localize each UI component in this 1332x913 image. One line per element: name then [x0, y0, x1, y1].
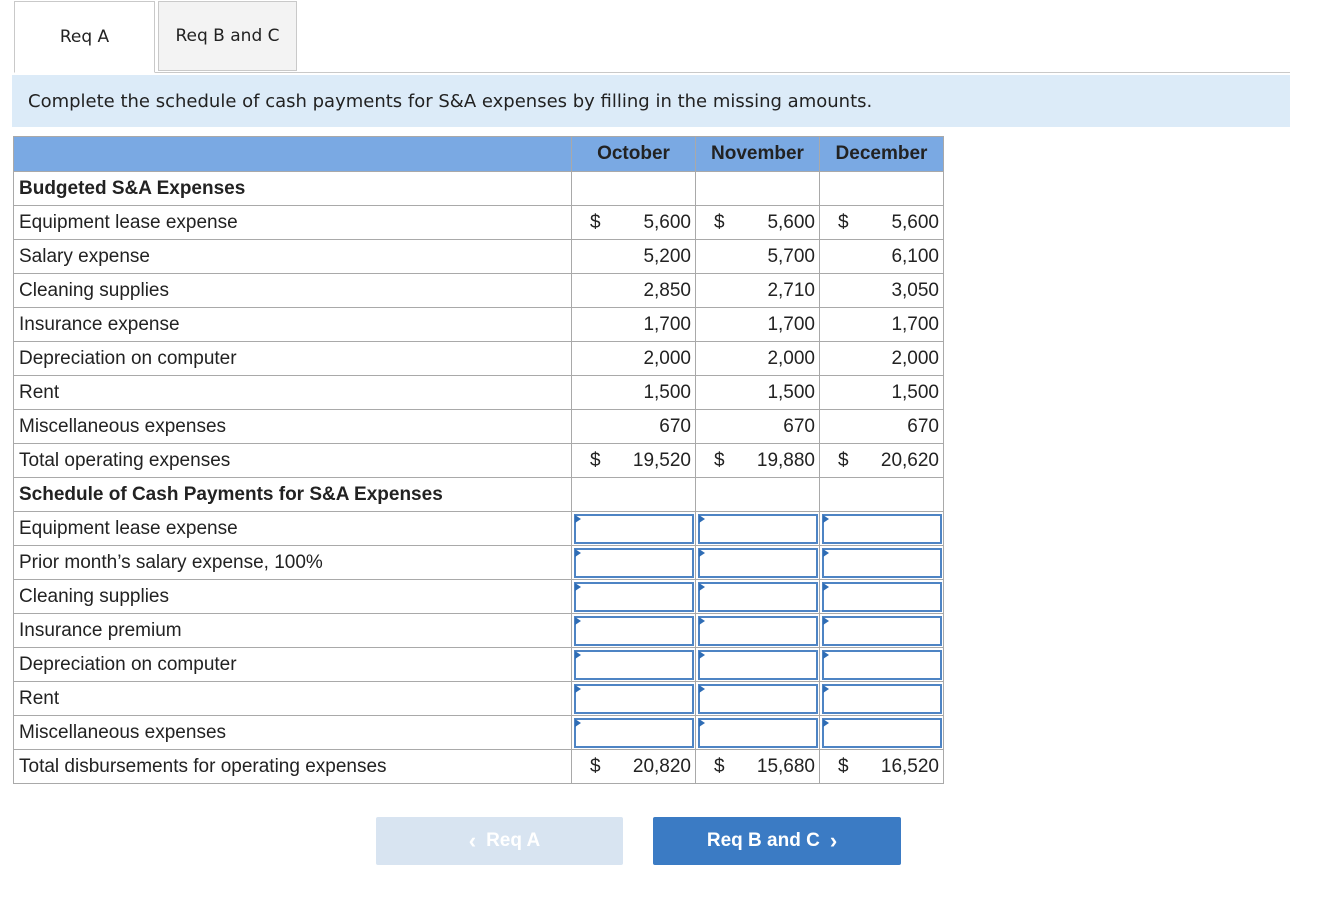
dollar-sign: $: [590, 211, 601, 233]
tab-req-b-and-c[interactable]: Req B and C: [158, 1, 297, 71]
amount-input[interactable]: [822, 684, 942, 714]
amount-input[interactable]: [574, 684, 694, 714]
cell-value: 1,500: [643, 381, 691, 403]
cell-value: 2,850: [643, 279, 691, 301]
input-cell: [696, 682, 820, 716]
amount-input[interactable]: [822, 514, 942, 544]
instruction-banner: [12, 75, 1290, 127]
schedule-table: [13, 136, 944, 784]
value-cell: [696, 308, 820, 342]
value-cell: [696, 410, 820, 444]
empty-cell: [572, 478, 696, 512]
value-cell: [820, 750, 944, 784]
cell-value: 1,500: [767, 381, 815, 403]
cell-value: 5,600: [643, 211, 691, 233]
value-cell: [696, 750, 820, 784]
empty-cell: [820, 478, 944, 512]
input-cell: [820, 716, 944, 750]
header-blank-cell: [14, 137, 572, 172]
cell-value: 5,600: [767, 211, 815, 233]
input-cell: [572, 682, 696, 716]
cell-value: 5,700: [767, 245, 815, 267]
cell-value: 1,700: [891, 313, 939, 335]
cell-value: 2,710: [767, 279, 815, 301]
input-cell: [820, 512, 944, 546]
value-cell: [696, 240, 820, 274]
row-label: Miscellaneous expenses: [14, 716, 572, 750]
empty-cell: [572, 172, 696, 206]
value-cell: [820, 342, 944, 376]
value-cell: [696, 274, 820, 308]
schedule-section-header-label: Schedule of Cash Payments for S&A Expenses: [14, 478, 572, 512]
input-cell: [572, 546, 696, 580]
input-cell: [696, 546, 820, 580]
column-header: December: [820, 137, 944, 172]
chevron-left-icon: ‹: [468, 828, 477, 853]
schedule-row: [14, 648, 944, 682]
row-label: Insurance expense: [14, 308, 572, 342]
row-label: Cleaning supplies: [14, 580, 572, 614]
cell-value: 20,820: [632, 755, 691, 777]
cell-value: 1,700: [767, 313, 815, 335]
cell-value: 670: [783, 415, 815, 437]
row-label: Depreciation on computer: [14, 342, 572, 376]
tab-req-a[interactable]: Req A: [14, 1, 155, 73]
dollar-sign: $: [714, 211, 725, 233]
input-cell: [696, 512, 820, 546]
amount-input[interactable]: [698, 582, 818, 612]
row-label: Cleaning supplies: [14, 274, 572, 308]
row-label: Insurance premium: [14, 614, 572, 648]
value-cell: [820, 444, 944, 478]
dollar-sign: $: [838, 449, 849, 471]
row-label: Salary expense: [14, 240, 572, 274]
value-cell: [696, 376, 820, 410]
value-cell: [820, 240, 944, 274]
input-cell: [572, 580, 696, 614]
table-header-row: [14, 137, 944, 172]
value-cell: [820, 206, 944, 240]
value-cell: [696, 444, 820, 478]
empty-cell: [696, 478, 820, 512]
row-label: Prior month’s salary expense, 100%: [14, 546, 572, 580]
amount-input[interactable]: [574, 514, 694, 544]
amount-input[interactable]: [574, 718, 694, 748]
row-label: Rent: [14, 682, 572, 716]
next-req-b-and-c-button[interactable]: [653, 817, 901, 865]
row-label: Depreciation on computer: [14, 648, 572, 682]
input-cell: [572, 614, 696, 648]
cell-value: 20,620: [880, 449, 939, 471]
cell-value: 1,700: [643, 313, 691, 335]
amount-input[interactable]: [822, 718, 942, 748]
value-cell: [572, 750, 696, 784]
value-cell: [696, 206, 820, 240]
amount-input[interactable]: [698, 548, 818, 578]
value-cell: [572, 376, 696, 410]
next-button-label: Req B and C: [706, 830, 820, 851]
schedule-row: [14, 546, 944, 580]
budget-section-header: [14, 172, 944, 206]
row-label: Equipment lease expense: [14, 512, 572, 546]
column-header: October: [572, 137, 696, 172]
budget-row: [14, 410, 944, 444]
empty-cell: [696, 172, 820, 206]
cell-value: 2,000: [643, 347, 691, 369]
budget-row: [14, 444, 944, 478]
value-cell: [572, 206, 696, 240]
input-cell: [820, 614, 944, 648]
cell-value: 1,500: [891, 381, 939, 403]
amount-input[interactable]: [574, 548, 694, 578]
amount-input[interactable]: [698, 684, 818, 714]
cell-value: 5,600: [891, 211, 939, 233]
row-label: Equipment lease expense: [14, 206, 572, 240]
cell-value: 3,050: [891, 279, 939, 301]
value-cell: [572, 274, 696, 308]
amount-input[interactable]: [698, 616, 818, 646]
dollar-sign: $: [838, 211, 849, 233]
amount-input[interactable]: [698, 718, 818, 748]
value-cell: [572, 444, 696, 478]
schedule-row: [14, 512, 944, 546]
total-disbursements-row: [14, 750, 944, 784]
value-cell: [820, 274, 944, 308]
input-cell: [820, 682, 944, 716]
prev-req-a-button[interactable]: [376, 817, 623, 865]
instruction-text: Complete the schedule of cash payments for S&A expenses by filling in the missing amounts.: [28, 90, 873, 112]
value-cell: [572, 308, 696, 342]
amount-input[interactable]: [574, 650, 694, 680]
chevron-right-icon: ›: [829, 828, 838, 853]
input-cell: [696, 614, 820, 648]
dollar-sign: $: [838, 755, 849, 777]
value-cell: [820, 376, 944, 410]
empty-cell: [820, 172, 944, 206]
schedule-row: [14, 614, 944, 648]
amount-input[interactable]: [574, 616, 694, 646]
amount-input[interactable]: [574, 582, 694, 612]
input-cell: [572, 716, 696, 750]
cell-value: 5,200: [643, 245, 691, 267]
value-cell: [696, 342, 820, 376]
schedule-row: [14, 682, 944, 716]
amount-input[interactable]: [822, 582, 942, 612]
row-label: Miscellaneous expenses: [14, 410, 572, 444]
dollar-sign: $: [714, 755, 725, 777]
row-label: Rent: [14, 376, 572, 410]
cell-value: 2,000: [767, 347, 815, 369]
row-label: Total operating expenses: [14, 444, 572, 478]
budget-row: [14, 274, 944, 308]
dollar-sign: $: [590, 755, 601, 777]
budget-row: [14, 376, 944, 410]
amount-input[interactable]: [698, 514, 818, 544]
budget-row: [14, 308, 944, 342]
column-header: November: [696, 137, 820, 172]
input-cell: [696, 648, 820, 682]
schedule-row: [14, 716, 944, 750]
input-cell: [572, 648, 696, 682]
cell-value: 16,520: [880, 755, 939, 777]
value-cell: [820, 410, 944, 444]
schedule-section-header: [14, 478, 944, 512]
budget-row: [14, 206, 944, 240]
dollar-sign: $: [590, 449, 601, 471]
amount-input[interactable]: [822, 616, 942, 646]
input-cell: [696, 580, 820, 614]
dollar-sign: $: [714, 449, 725, 471]
value-cell: [572, 410, 696, 444]
cell-value: 15,680: [756, 755, 815, 777]
input-cell: [820, 580, 944, 614]
cell-value: 670: [659, 415, 691, 437]
amount-input[interactable]: [698, 650, 818, 680]
budget-section-header-label: Budgeted S&A Expenses: [14, 172, 572, 206]
cell-value: 670: [907, 415, 939, 437]
input-cell: [820, 546, 944, 580]
cell-value: 6,100: [891, 245, 939, 267]
input-cell: [820, 648, 944, 682]
value-cell: [572, 240, 696, 274]
amount-input[interactable]: [822, 650, 942, 680]
row-label: Total disbursements for operating expenses: [14, 750, 572, 784]
amount-input[interactable]: [822, 548, 942, 578]
budget-row: [14, 342, 944, 376]
tab-bar: [14, 0, 1290, 73]
cell-value: 2,000: [891, 347, 939, 369]
value-cell: [572, 342, 696, 376]
cell-value: 19,520: [632, 449, 691, 471]
prev-button-label: Req A: [486, 830, 541, 851]
input-cell: [696, 716, 820, 750]
schedule-row: [14, 580, 944, 614]
input-cell: [572, 512, 696, 546]
budget-row: [14, 240, 944, 274]
cell-value: 19,880: [756, 449, 815, 471]
value-cell: [820, 308, 944, 342]
